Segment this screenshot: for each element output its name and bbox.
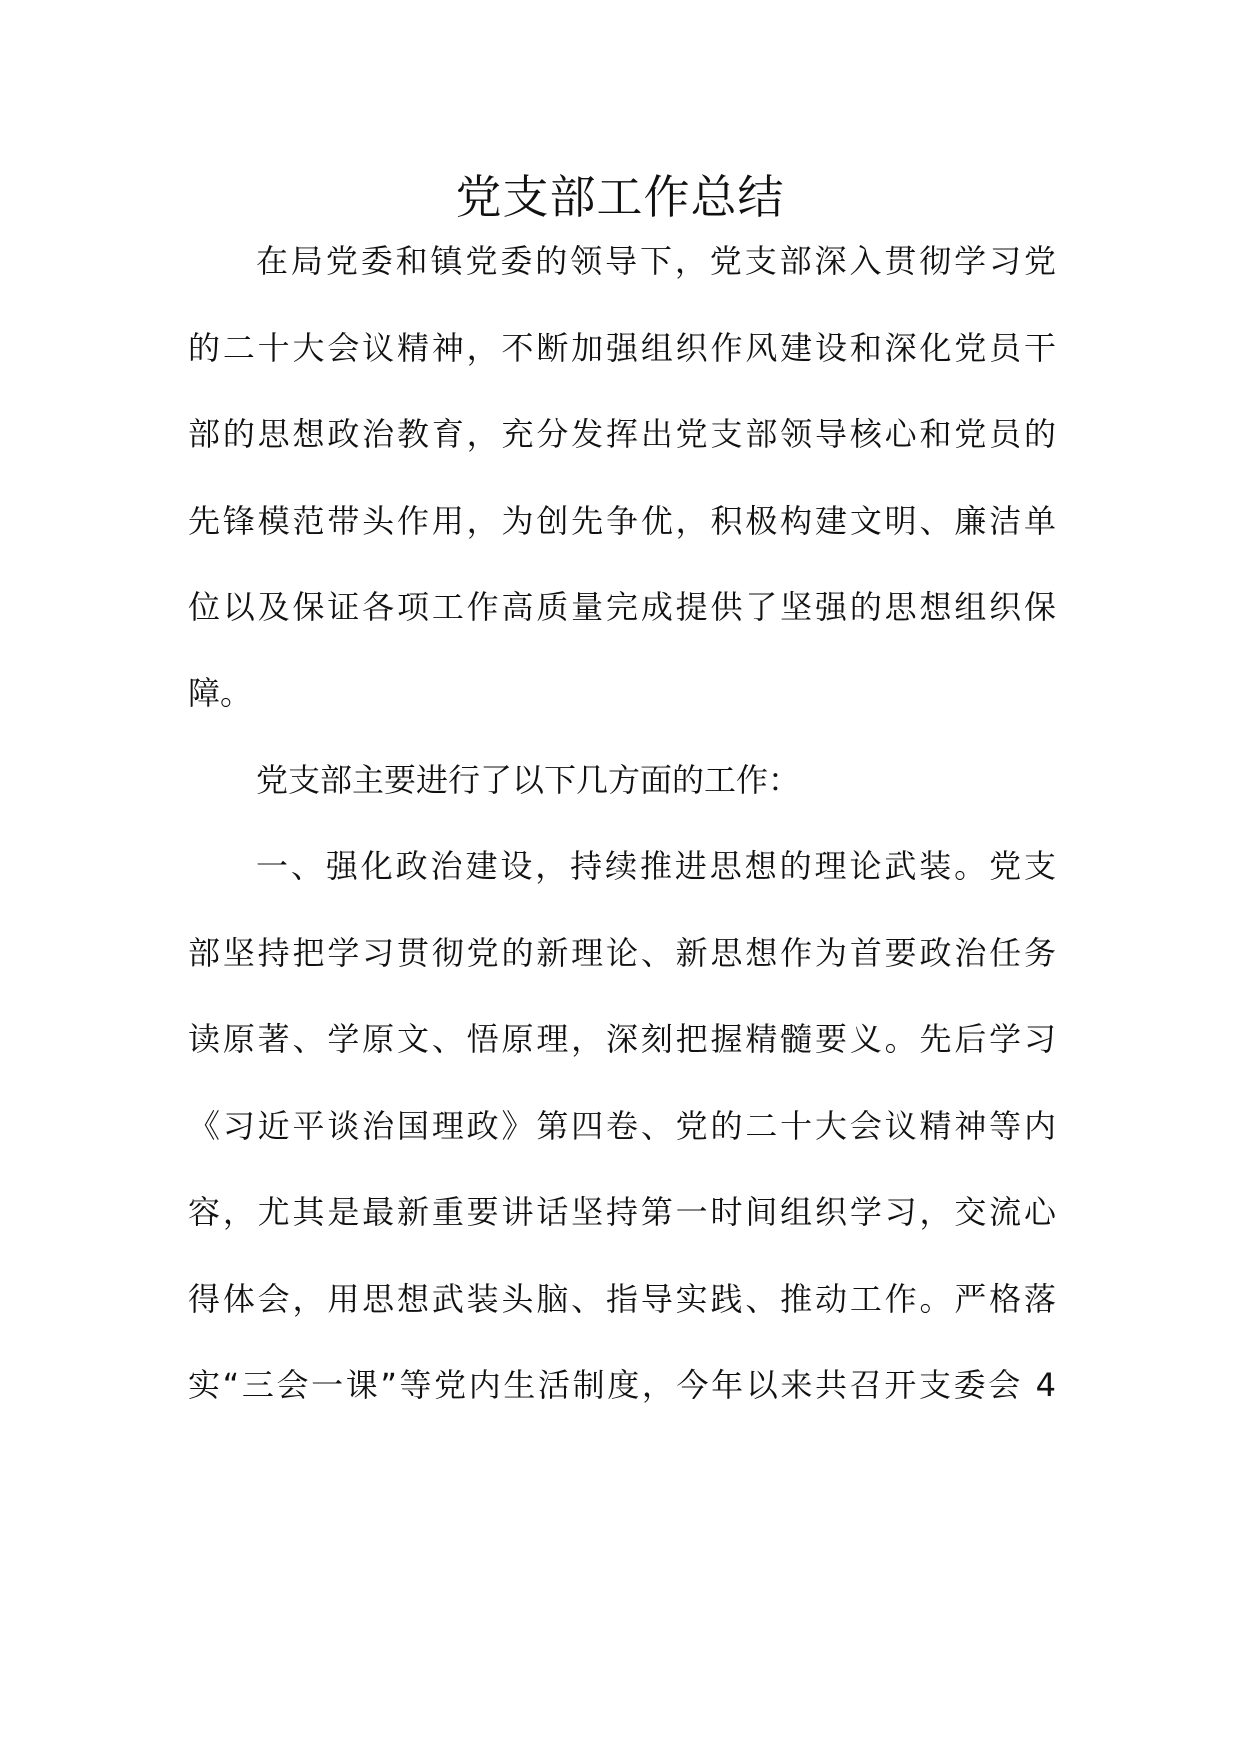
paragraph-line-5: 位以及保证各项工作高质量完成提供了坚强的思想组织保 bbox=[188, 588, 1056, 626]
document-title: 党支部工作总结 bbox=[455, 170, 785, 224]
section-one-line-2: 部坚持把学习贯彻党的新理论、新思想作为首要政治任务 bbox=[188, 934, 1056, 972]
section-one-line-1: 一、强化政治建设，持续推进思想的理论武装。党支 bbox=[256, 847, 1056, 885]
paragraph-line-6: 障。 bbox=[188, 674, 253, 712]
paragraph-line-4: 先锋模范带头作用，为创先争优，积极构建文明、廉洁单 bbox=[188, 502, 1056, 540]
section-one-line-6: 得体会，用思想武装头脑、指导实践、推动工作。严格落 bbox=[188, 1280, 1056, 1318]
paragraph-line-3: 部的思想政治教育，充分发挥出党支部领导核心和党员的 bbox=[188, 415, 1056, 453]
paragraph-line-1: 在局党委和镇党委的领导下，党支部深入贯彻学习党 bbox=[256, 242, 1056, 280]
section-intro-line: 党支部主要进行了以下几方面的工作： bbox=[256, 761, 801, 799]
section-one-line-7: 实“三会一课”等党内生活制度，今年以来共召开支委会 4 bbox=[188, 1366, 1056, 1404]
section-one-line-4: 《习近平谈治国理政》第四卷、党的二十大会议精神等内 bbox=[188, 1107, 1056, 1145]
paragraph-line-2: 的二十大会议精神，不断加强组织作风建设和深化党员干 bbox=[188, 329, 1056, 367]
section-one-line-3: 读原著、学原文、悟原理，深刻把握精髓要义。先后学习 bbox=[188, 1020, 1056, 1058]
section-one-line-5: 容，尤其是最新重要讲话坚持第一时间组织学习，交流心 bbox=[188, 1193, 1056, 1231]
